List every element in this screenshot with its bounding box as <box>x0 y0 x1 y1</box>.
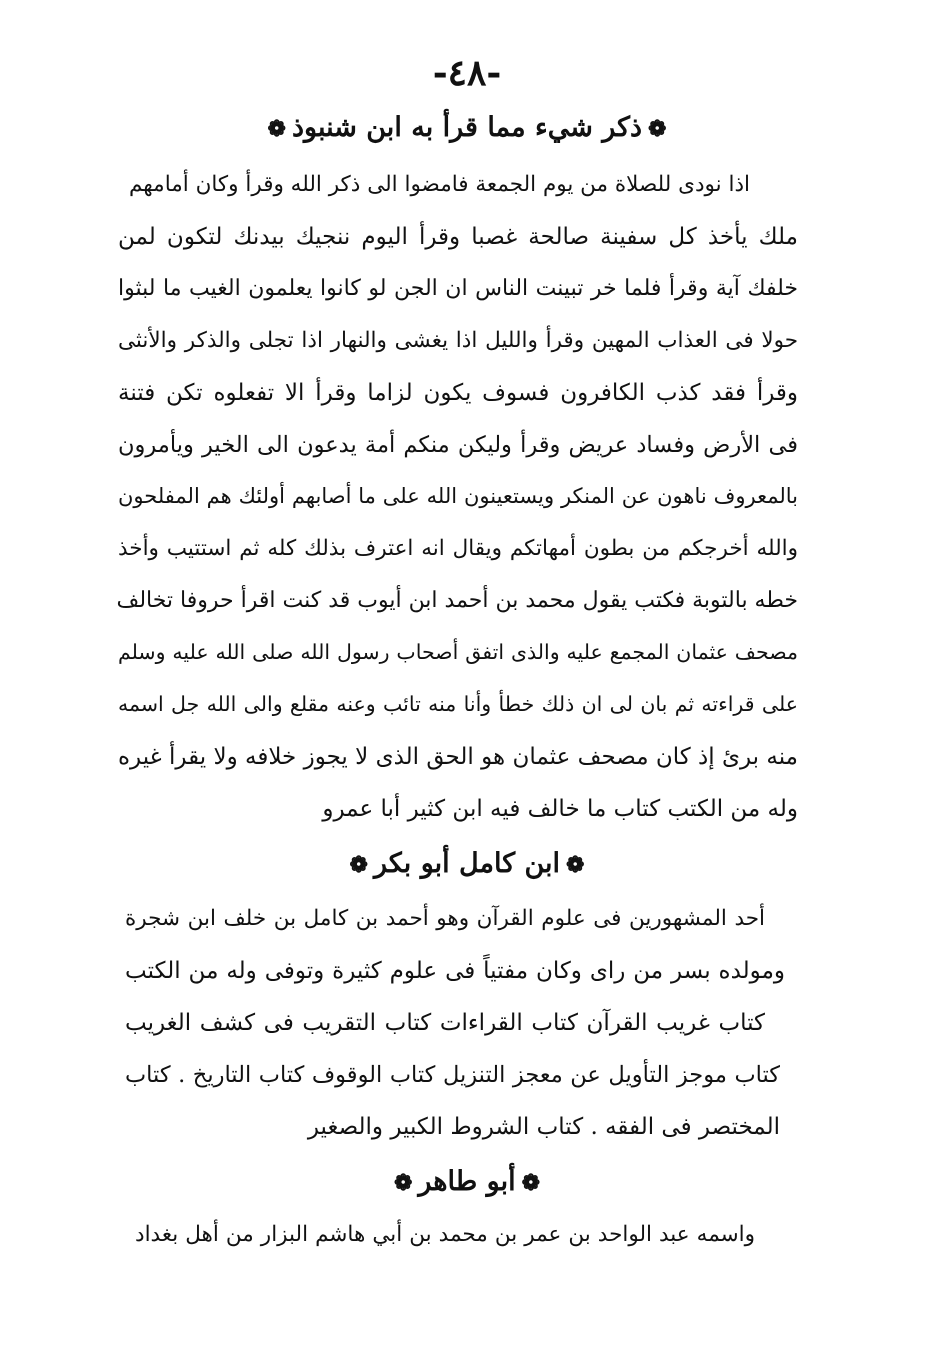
text-line: مصحف عثمان المجمع عليه والذى اتفق أصحاب رسول الله صلى الله عليه وسلم <box>118 640 798 664</box>
text-line: بالمعروف ناهون عن المنكر ويستعينون الله على ما أصابهم أولئك هم المفلحون <box>118 484 798 508</box>
section-heading-text: ذكر شيء مما قرأ به ابن شنبوذ <box>291 112 643 143</box>
text-line: أحد المشهورين فى علوم القرآن وهو أحمد بن كامل بن خلف ابن شجرة <box>125 906 765 931</box>
text-line: فى الأرض وفساد عريض وقرأ وليكن منكم أمة يدعون الى الخير ويأمرون <box>118 432 798 458</box>
section-heading-text: ابن كامل أبو بكر <box>373 848 561 879</box>
section-heading-ibn-shanbudh <box>0 112 934 143</box>
text-line: خطه بالتوبة فكتب يقول محمد بن أحمد ابن أيوب قد كنت اقرأ حروفا تخالف <box>116 588 798 613</box>
text-line: كتاب غريب القرآن كتاب القراءات كتاب التقريب فى كشف الغريب <box>125 1010 765 1036</box>
text-line: والله أخرجكم من بطون أمهاتكم ويقال انه اعترف بذلك كله ثم استتيب وأخذ <box>118 536 798 561</box>
ornament-icon: ❁ <box>267 115 286 142</box>
text-line: اذا نودى للصلاة من يوم الجمعة فامضوا الى ذكر الله وقرأ وكان أمامهم <box>128 172 750 197</box>
text-line: خلفك آية وقرأ فلما خر تبينت الناس ان الجن لو كانوا يعلمون الغيب ما لبثوا <box>118 276 798 301</box>
section-heading-ibn-kamil <box>0 848 934 879</box>
text-line: ملك يأخذ كل سفينة صالحة غصبا وقرأ اليوم ننجيك بيدنك لتكون لمن <box>118 224 798 250</box>
text-line: كتاب موجز التأويل عن معجز التنزيل كتاب الوقوف كتاب التاريخ . كتاب <box>125 1062 780 1088</box>
text-line: ومولده بسر من راى وكان مفتياً فى علوم كثيرة وتوفى وله من الكتب <box>125 958 785 984</box>
ornament-icon: ❁ <box>521 1169 541 1196</box>
page-number: -٤٨- <box>432 52 502 94</box>
section-heading-abu-tahir <box>0 1166 934 1197</box>
ornament-icon: ❁ <box>349 851 368 878</box>
ornament-icon: ❁ <box>393 1169 413 1196</box>
text-line: منه برئ إذ كان مصحف عثمان هو الحق الذى لا يجوز خلافه ولا يقرأ غيره <box>118 744 798 770</box>
ornament-icon: ❁ <box>566 851 585 878</box>
ornament-icon: ❁ <box>648 115 667 142</box>
text-line: حولا فى العذاب المهين وقرأ والليل اذا يغشى والنهار اذا تجلى والذكر والأنثى <box>118 328 798 353</box>
text-line: واسمه عبد الواحد بن عمر بن محمد بن أبي هاشم البزار من أهل بغداد <box>135 1222 755 1247</box>
text-line: وقرأ فقد كذب الكافرون فسوف يكون لزاما وقرأ الا تفعلوه تكن فتنة <box>118 380 798 406</box>
text-line: المختصر فى الفقه . كتاب الشروط الكبير والصغير <box>307 1114 780 1140</box>
section-heading-text: أبو طاهر <box>418 1166 516 1197</box>
text-line: وله من الكتب كتاب ما خالف فيه ابن كثير أبا عمرو <box>322 796 798 822</box>
text-line: على قراءته ثم بان لى ان ذلك خطأ وأنا منه تائب وعنه مقلع والى الله جل اسمه <box>118 692 798 716</box>
